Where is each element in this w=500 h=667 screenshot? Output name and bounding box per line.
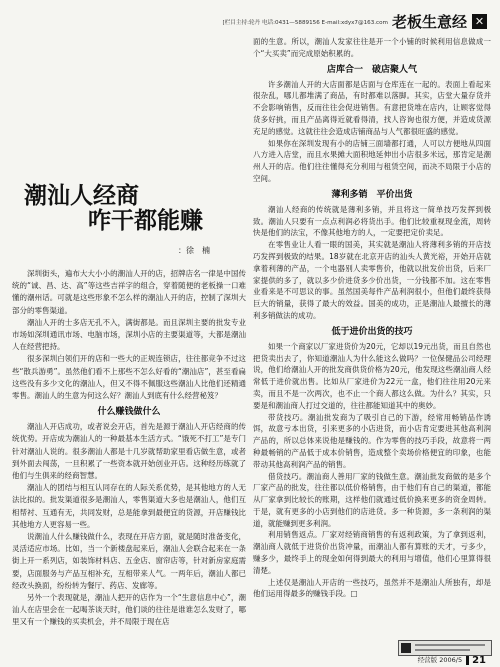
- section-heading: 店库合一 破店聚人气: [326, 64, 417, 75]
- article-title-line2: 咋干都能赚: [88, 208, 203, 234]
- advert-decoration: [415, 644, 485, 646]
- final-text: 上述仅是潮汕人开店的一些技巧，虽然并不是潮汕人所独有，却是他们运用得最多的赚钱手段。: [253, 577, 491, 599]
- paragraph: 如果你在深圳发现有小的店铺三面墙都打通，人可以方便地从四面八方进入店堂，而且水果摊大面积地延伸出小店很多米远，那肯定是潮州人开的店。他们往往懂得充分利用与租赁空间，而决不局限于小店的空间。: [253, 138, 491, 183]
- paragraph: 很多深圳白领们开的店和一些大的正规连锁店，往往都竞争不过这些“散兵游勇”。虽然他们看不上那些不怎么好看的“潮汕店”，甚至看扁这些没有多少文化的潮汕人，但又不得不佩服这些潮汕人比他们还精通零售。潮汕人的生意为何这么好？潮汕人到底有什么经营秘笈？: [12, 354, 246, 401]
- column-logo-icon: ✕: [472, 14, 487, 29]
- paragraph: 如果一个商家以厂家进货价为20元，它却以19元出货，而且自然也把货卖出去了，你知道潮汕人为什么能这么做吗？一位保健品公司经理说，他们给潮汕人开的批发商供货价格为20元，他发现这些潮汕商人经常低于进价就出售。比如从厂家进价为22元一盒，他们往往用20元来卖，而且不是一次两次，也不止一个商人都这么做。为什么？其实，只要是和潮汕商人打过交道的，往往都能知道其中的奥妙。: [253, 341, 491, 410]
- advert-decoration: [415, 649, 470, 651]
- section-heading: 什么赚钱做什么: [97, 407, 161, 418]
- column-name: 老板生意经: [392, 13, 468, 31]
- paragraph: 深圳街头，遍布大大小小的潮汕人开的店，招牌店名一律是中国传统的“诚、昌、达、高”等这些吉祥字的组合，穿着随便的老板操一口难懂的潮州话。可就是这些形象不怎么样的潮汕人开的店，控制了深圳大部分的零售渠道。: [12, 269, 246, 315]
- paragraph: 利用销售返点。厂家对经销商销售的有返利政策，为了拿到返利，潮汕商人就低于进货价出货冲量，而潮汕人都有算账的天才，亏多少，赚多少，最终手上的现金如何得到最大的利用与增值，他们心里算得很清楚。: [253, 530, 491, 575]
- article-title-line1: 潮汕人经商: [24, 183, 139, 209]
- page-footer: [418, 655, 486, 666]
- right-column: [253, 36, 491, 637]
- paragraph: 借货技巧。潮汕商人善用厂家的钱做生意。潮汕批发商做的是多个厂家产品的批发，往往都以低价格销售，由于他们有自己的渠道，都能从厂家拿到比较长的账期，这样他们就通过低价换来更多的资金周转。于是，就有更多的小店到他们的店进货。多一种货源，多一条利润的渠道，就能赚到更多利润。: [253, 471, 491, 528]
- paragraph: 潮汕人开的士多店无孔不入，满街都是。而且深圳主要的批发专业市场如深圳通讯市场、电脑市场，深圳小店的主要渠道等，大都是潮汕人在经营把持。: [12, 317, 246, 352]
- end-mark-icon: □: [350, 589, 358, 599]
- paragraph: 另外一个表现就是，潮汕人把开的店作为一个“生意信息中心”，潮汕人在店里会在一起喝茶谈天时，他们谈的往往是谁谁怎么发财了，哪里又有一个赚钱的买卖机会，并不局限于现在店: [12, 593, 246, 627]
- section-heading: 薄利多销 平价出货: [331, 189, 413, 200]
- paragraph: 在零售业让人看一眼的国美，其实就是潮汕人将薄利多销的开店技巧发挥到极致的结果。18岁就在北京开店的汕头人黄光裕，开始开店就拿着利薄的产品，一个电器别人卖零售价，他就以批发价出货，后来厂家提供的多了，就以多少价进货多少价出货，一分钱都不加。这在零售业看来是不可思议的事。虽然国美每件产品利润很小，但他们最终获得巨大的销量，获得了最大的效益。国美的成功，正是潮汕人最擅长的薄利多销做法的成功。: [253, 240, 491, 320]
- advert-logo-icon: [401, 643, 411, 653]
- section-heading: 低于进价出货的技巧: [331, 326, 413, 337]
- paragraph-final: [253, 577, 491, 601]
- paragraph: 潮汕人经商的传统就是薄利多销，并且将这一简单技巧发挥到极致。潮汕人只要有一点点利润必将货出手。他们比较重视现金流，周转快是他们的法宝，不像其他地方的人，一定要把定价卖足。: [253, 204, 491, 238]
- column-info: [栏目主持:轮丹 电话:0431—5889156 E-mail:xdyx7@163.com: [222, 20, 388, 26]
- paragraph: 许多潮汕人开的大店面都是店面与仓库连在一起的。表面上看起来很杂乱，哪儿都堆满了商品，有时都难以落脚。其实，店堂大量存货并不会影响销售，反而往往会促进销售。有意把货堆在店内，让顾客觉得货多好挑，而且产品离得近就看得清，找人咨询也很方便，并造成货源充足的感觉。这就往往会造成店铺商品与人气都很旺盛的感觉。: [253, 79, 491, 136]
- page-number: 21: [472, 655, 486, 666]
- footer-edition: 经营版 2006/5: [417, 656, 463, 664]
- paragraph: 带货技巧。潮汕批发商为了吸引自己的下游，经常用畅销品作诱饵，故意亏本出货，引来更多的小店进货，而小店肯定要进其他高利润产品的，所以总体来说他是赚钱的。作为零售的技巧手段，故意将一两种最畅销的产品低于成本价销售，造成整个卖场价格便宜的印象，也能带动其他高利润产品的销售。: [253, 412, 491, 469]
- advert-box: [398, 640, 492, 656]
- article-author: ：徐 楠: [178, 246, 210, 255]
- left-column: [12, 268, 246, 654]
- paragraph: 潮汕人开店成功，或者说会开店，首先是源于潮汕人开店经商的传统优势。开店成为潮汕人的一种最基本生活方式。“饿死不打工”是专门针对潮汕人说的。很多潮汕人都是十几岁就帮助家里看店做生意，或者到外面去闯荡，一旦积累了一些资本就开始创业开店。这种经历练就了他们与生俱来的经商智慧。: [12, 422, 246, 481]
- footer-divider: [466, 656, 469, 665]
- paragraph: 潮汕人的团结与相互认同存在的人际关系优势，是其他地方的人无法比拟的。批发渠道很多是潮汕人，零售渠道大多也是潮汕人，他们互相帮衬、互通有无，共同发财，总是能拿到最便宜的货源，开店赚钱比其他地方人更容易一些。: [12, 483, 246, 529]
- paragraph: 说潮汕人什么赚钱做什么，表现在开店方面，就是随时准备变化，灵活适应市场。比如，当一个新楼盘起来后，潮汕人会联合起来在一条街上开一系列店，如装饰材料店、五金店、窗帘店等，针对新房家庭需要，店面服务与产品互相补充，互相带来人气。一两年后，潮汕人都已经改头换面，纷纷转为餐厅、药店、发廊等。: [12, 532, 246, 590]
- paragraph-continued: 面的生意。所以，潮汕人发家往往是开一个小铺的时候利用信息做成一个“大买卖”而完成原始积累的。: [253, 37, 491, 58]
